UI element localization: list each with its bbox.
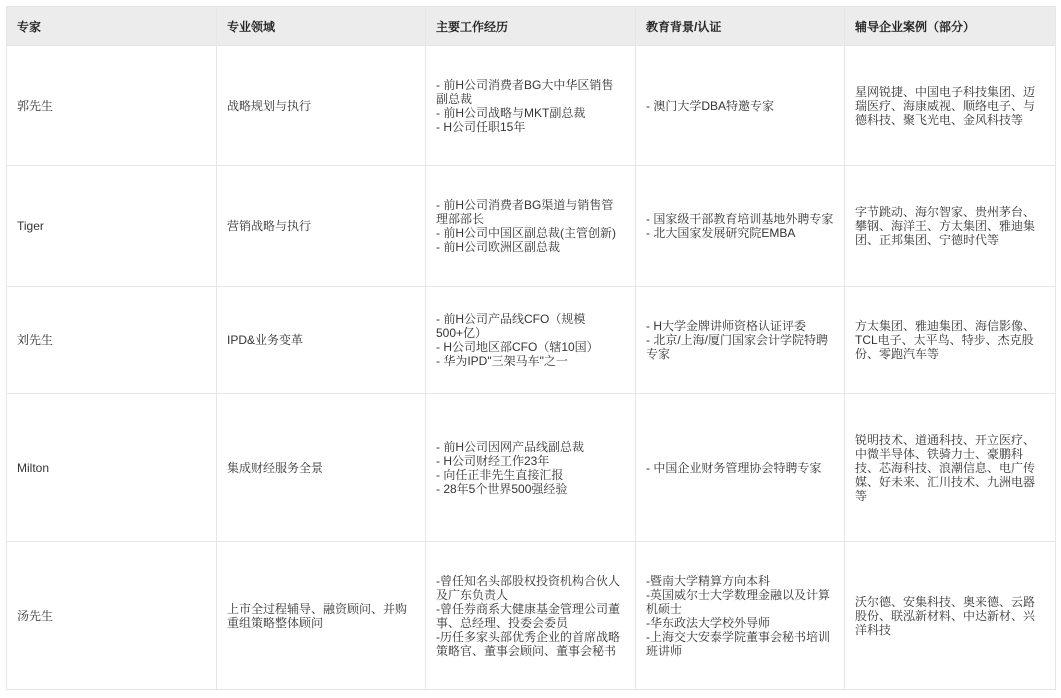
expert-name: 郭先生 (7, 46, 217, 166)
table-row (7, 542, 1056, 690)
expert-education (636, 46, 845, 166)
experience-line: -曾任知名头部股权投资机构合伙人及广东负责人 (436, 573, 620, 602)
expert-cases: 方太集团、雅迪集团、海信影像、TCL电子、太平鸟、特步、杰克股份、零跑汽车等 (845, 287, 1056, 394)
education-line: - H大学金牌讲师资格认证评委 (646, 319, 806, 333)
expert-name: 汤先生 (7, 542, 217, 690)
header-experience: 主要工作经历 (426, 7, 636, 46)
table-row (7, 166, 1056, 287)
table-row (7, 46, 1056, 166)
expert-field: 上市全过程辅导、融资顾问、并购重组策略整体顾问 (217, 542, 426, 690)
experience-line: - 前H公司消费者BG大中华区销售副总裁 (436, 77, 614, 106)
experience-line: -曾任券商系大健康基金管理公司董事、总经理、投委会委员 (436, 601, 620, 630)
expert-field: IPD&业务变革 (217, 287, 426, 394)
experience-line: - 前H公司欧洲区副总裁 (436, 240, 560, 254)
expert-education (636, 287, 845, 394)
expert-name: Tiger (7, 166, 217, 287)
expert-field: 营销战略与执行 (217, 166, 426, 287)
experience-line: - H公司财经工作23年 (436, 453, 550, 468)
experience-line: - 前H公司消费者BG渠道与销售管理部部长 (436, 198, 614, 226)
experience-line: - 前H公司战略与MKT副总裁 (436, 105, 586, 120)
header-field: 专业领域 (217, 7, 426, 46)
table-header-row (7, 7, 1056, 46)
expert-experience (426, 542, 636, 690)
education-line: - 中国企业财务管理协会特聘专家 (646, 460, 822, 475)
expert-experience (426, 394, 636, 542)
expert-field: 集成财经服务全景 (217, 394, 426, 542)
education-line: - 北京/上海/厦门国家会计学院特聘专家 (646, 333, 828, 361)
expert-cases: 星网锐捷、中国电子科技集团、迈瑞医疗、海康威视、顺络电子、与德科技、聚飞光电、金风科技等 (845, 46, 1056, 166)
expert-experience (426, 46, 636, 166)
header-cases: 辅导企业案例（部分） (845, 7, 1056, 46)
education-line: - 国家级干部教育培训基地外聘专家 (646, 212, 834, 226)
experience-line: - H公司任职15年 (436, 119, 526, 134)
expert-name: Milton (7, 394, 217, 542)
expert-cases: 沃尔德、安集科技、奥来德、云路股份、联泓新材料、中达新材、兴洋科技 (845, 542, 1056, 690)
experience-line: -历任多家头部优秀企业的首席战略策略官、董事会顾问、董事会秘书 (436, 629, 620, 658)
education-line: - 北大国家发展研究院EMBA (646, 226, 796, 240)
expert-cases: 锐明技术、道通科技、开立医疗、中微半导体、铁骑力士、豪鹏科技、芯海科技、浪潮信息、电广传媒、好未来、汇川技术、九洲电器等 (845, 394, 1056, 542)
table-row (7, 287, 1056, 394)
expert-experience (426, 287, 636, 394)
header-expert: 专家 (7, 7, 217, 46)
education-line: - 澳门大学DBA特邀专家 (646, 98, 775, 113)
expert-cases: 字节跳动、海尔智家、贵州茅台、攀钢、海洋王、方太集团、雅迪集团、正邦集团、宁德时代等 (845, 166, 1056, 287)
experience-line: - H公司地区部CFO（辖10国） (436, 340, 599, 354)
experience-line: - 28年5个世界500强经验 (436, 481, 568, 496)
table-row (7, 394, 1056, 542)
experience-line: - 前H公司中国区副总裁(主管创新) (436, 226, 616, 240)
expert-education (636, 542, 845, 690)
education-line: -暨南大学精算方向本科 (646, 573, 770, 588)
education-line: -英国威尔士大学数理金融以及计算机硕士 (646, 587, 830, 616)
expert-experience (426, 166, 636, 287)
expert-name: 刘先生 (7, 287, 217, 394)
experience-line: - 前H公司因网产品线副总裁 (436, 439, 584, 454)
expert-education (636, 166, 845, 287)
experience-line: - 前H公司产品线CFO（规模500+亿） (436, 312, 586, 340)
education-line: -华东政法大学校外导师 (646, 615, 770, 630)
expert-table (6, 6, 1056, 690)
header-education: 教育背景/认证 (636, 7, 845, 46)
education-line: -上海交大安泰学院董事会秘书培训班讲师 (646, 629, 830, 658)
experience-line: - 华为IPD"三架马车"之一 (436, 354, 568, 368)
expert-field: 战略规划与执行 (217, 46, 426, 166)
experience-line: - 向任正非先生直接汇报 (436, 467, 564, 482)
expert-education (636, 394, 845, 542)
